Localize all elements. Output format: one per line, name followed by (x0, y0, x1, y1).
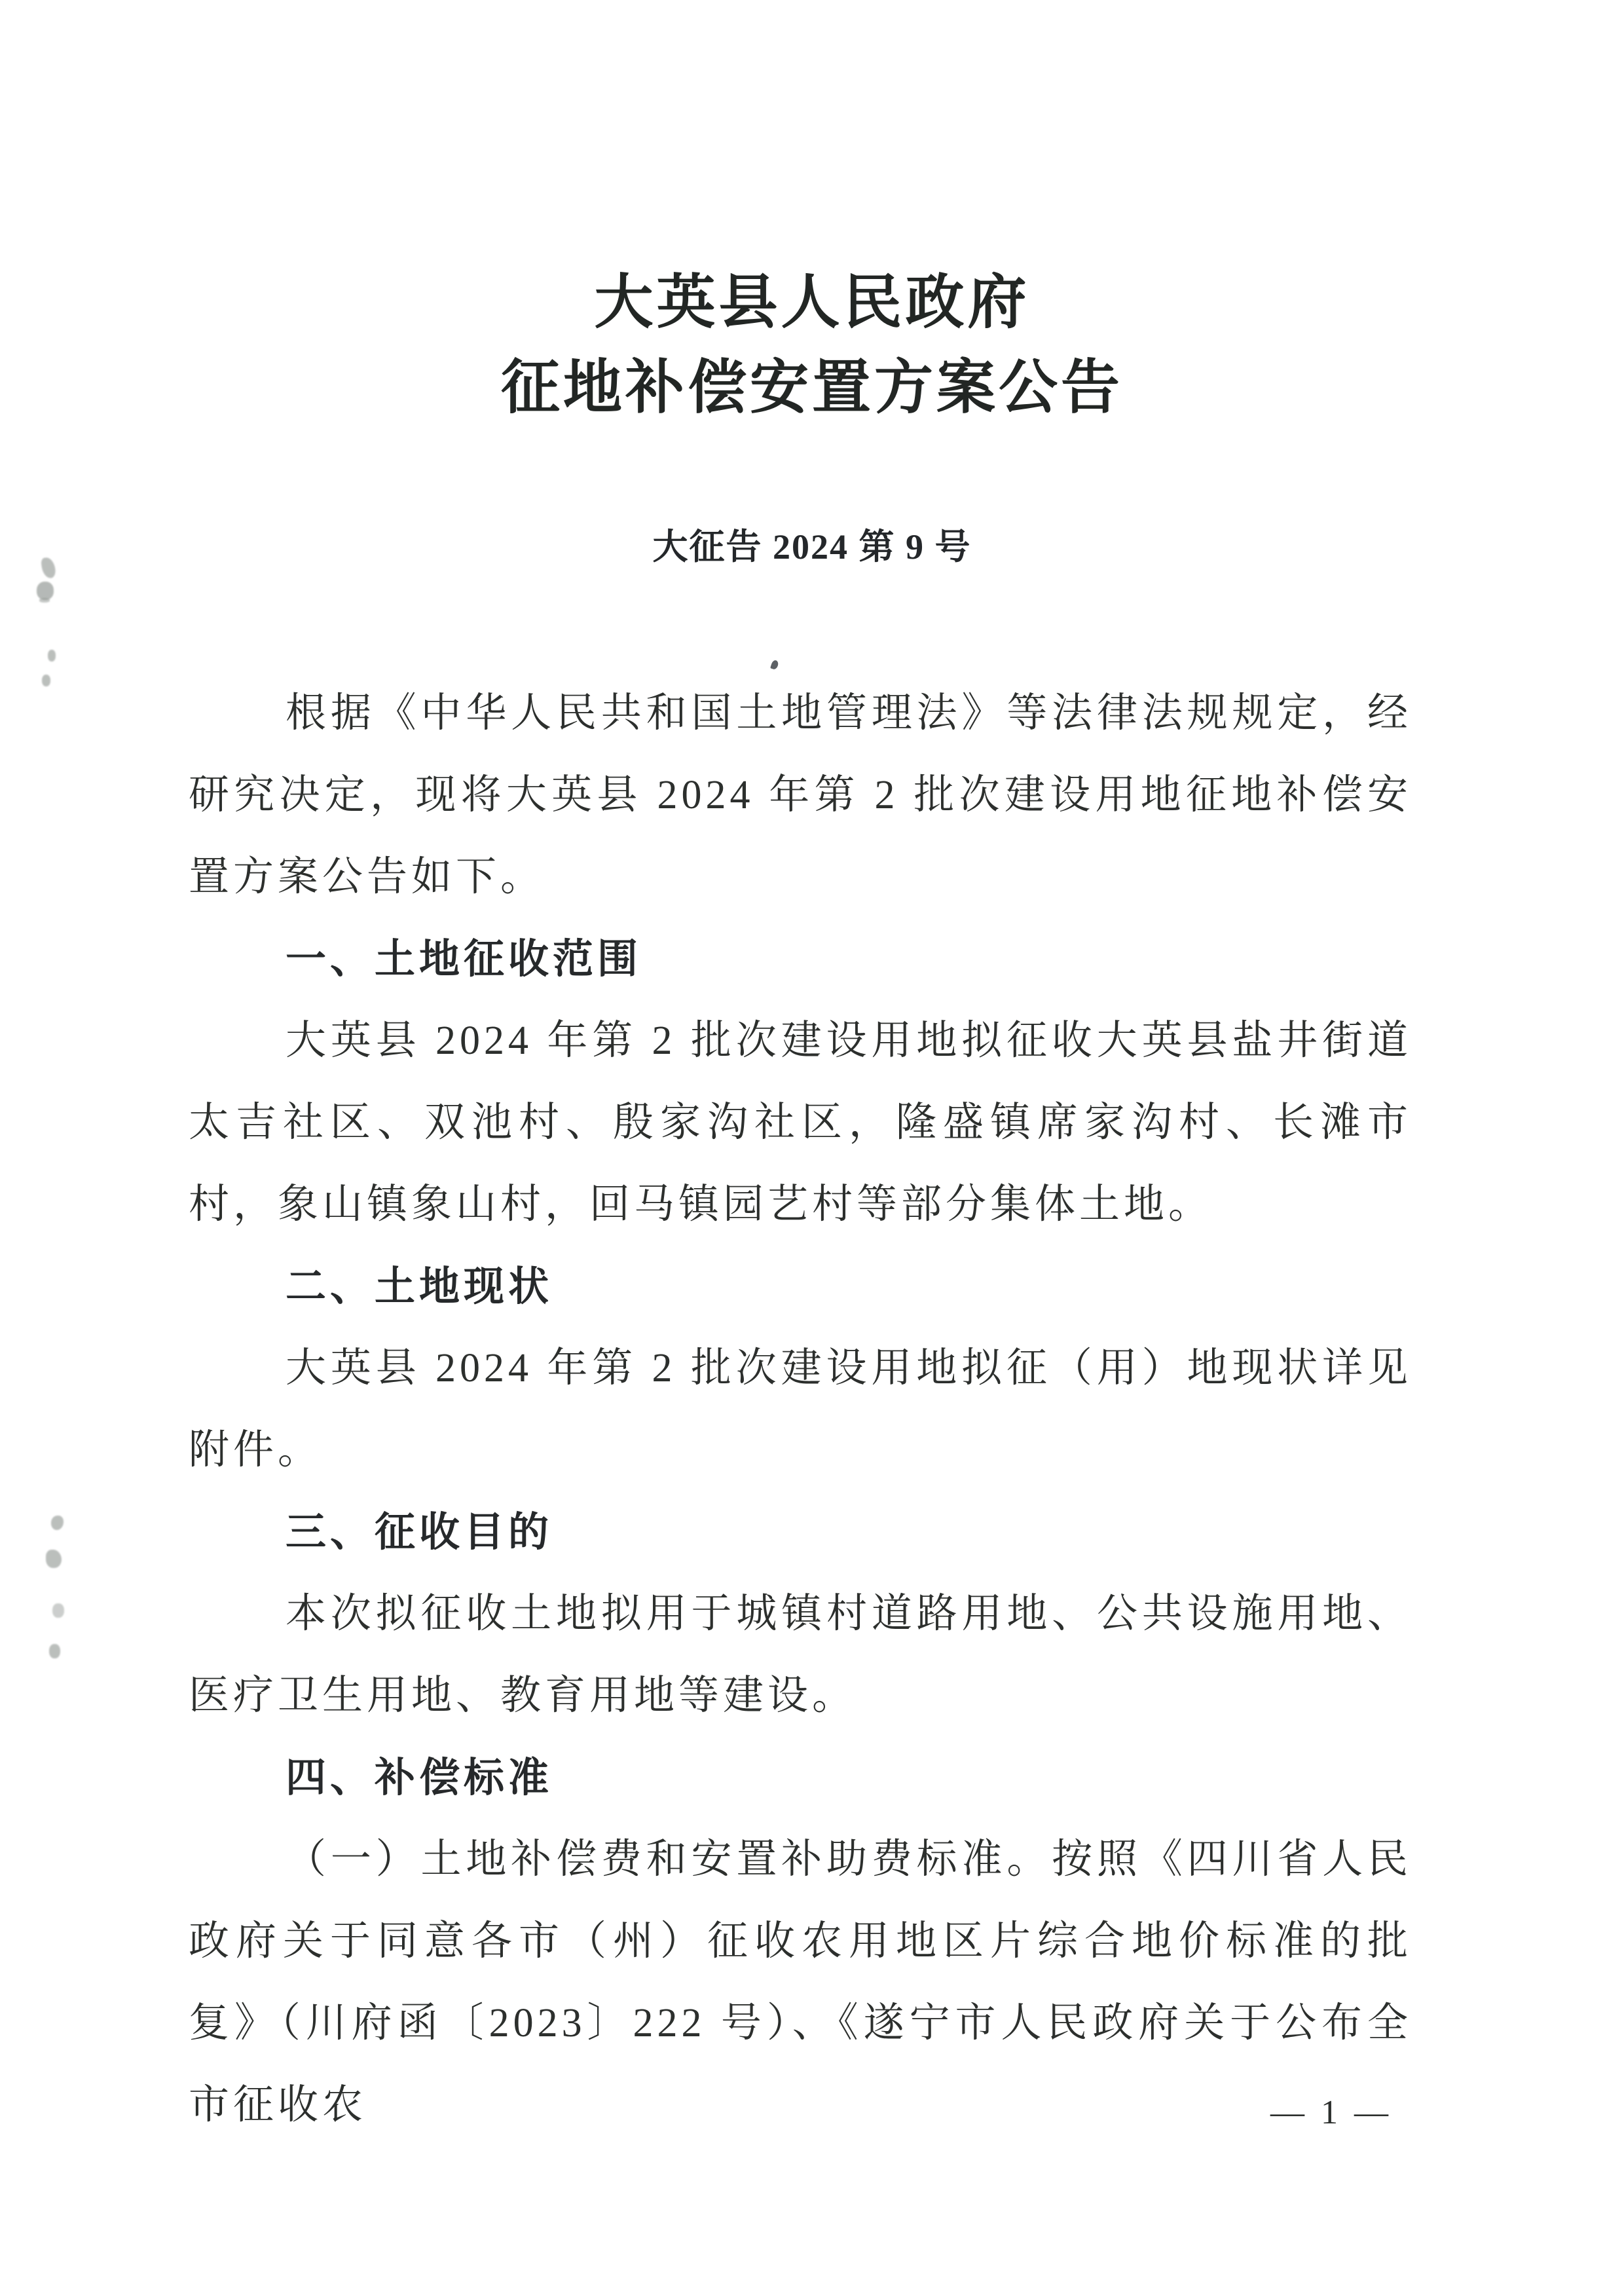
paragraph-section-1: 大英县 2024 年第 2 批次建设用地拟征收大英县盐井街道太吉社区、双池村、殷家沟社区，隆盛镇席家沟村、长滩市村，象山镇象山村，回马镇园艺村等部分集体土地。 (189, 1018, 1412, 1227)
scan-artifact (42, 675, 50, 686)
paragraph-section-2: 大英县 2024 年第 2 批次建设用地拟征（用）地现状详见附件。 (189, 1346, 1412, 1472)
scan-artifact (51, 1516, 64, 1530)
title-line-2: 征地补偿安置方案公告 (501, 356, 1123, 420)
paragraph-section-4-1: （一）土地补偿费和安置补助费标准。按照《四川省人民政府关于同意各市（州）征收农用地区片综合地价标准的批复》（川府函〔2023〕222 号）、《遂宁市人民政府关于公布全市征收农 (189, 1837, 1412, 2127)
scan-artifact (49, 1644, 60, 1658)
title-line-1: 大英县人民政府 (594, 271, 1030, 335)
scan-artifact (48, 650, 56, 662)
heading-section-1: 一、土地征收范围 (286, 937, 642, 982)
doc-number: 大征告 2024 第 9 号 (652, 527, 972, 567)
stray-ink-dot (770, 660, 779, 670)
paragraph-section-3: 本次拟征收土地拟用于城镇村道路用地、公共设施用地、医疗卫生用地、教育用地等建设。 (189, 1592, 1412, 1718)
paragraph-intro: 根据《中华人民共和国土地管理法》等法律法规规定，经研究决定，现将大英县 2024 年第 2 批次建设用地征地补偿安置方案公告如下。 (189, 691, 1412, 899)
scan-artifact (37, 582, 54, 600)
page-number: — 1 — (1270, 2094, 1392, 2131)
document-body (189, 673, 1412, 2146)
scan-artifact (52, 1603, 64, 1618)
heading-section-3: 三、征收目的 (286, 1510, 553, 1555)
scan-artifact (46, 1550, 62, 1568)
document-title (0, 261, 1624, 431)
heading-section-4: 四、补偿标准 (286, 1755, 553, 1801)
heading-section-2: 二、土地现状 (286, 1264, 553, 1309)
scan-artifact (39, 598, 50, 603)
